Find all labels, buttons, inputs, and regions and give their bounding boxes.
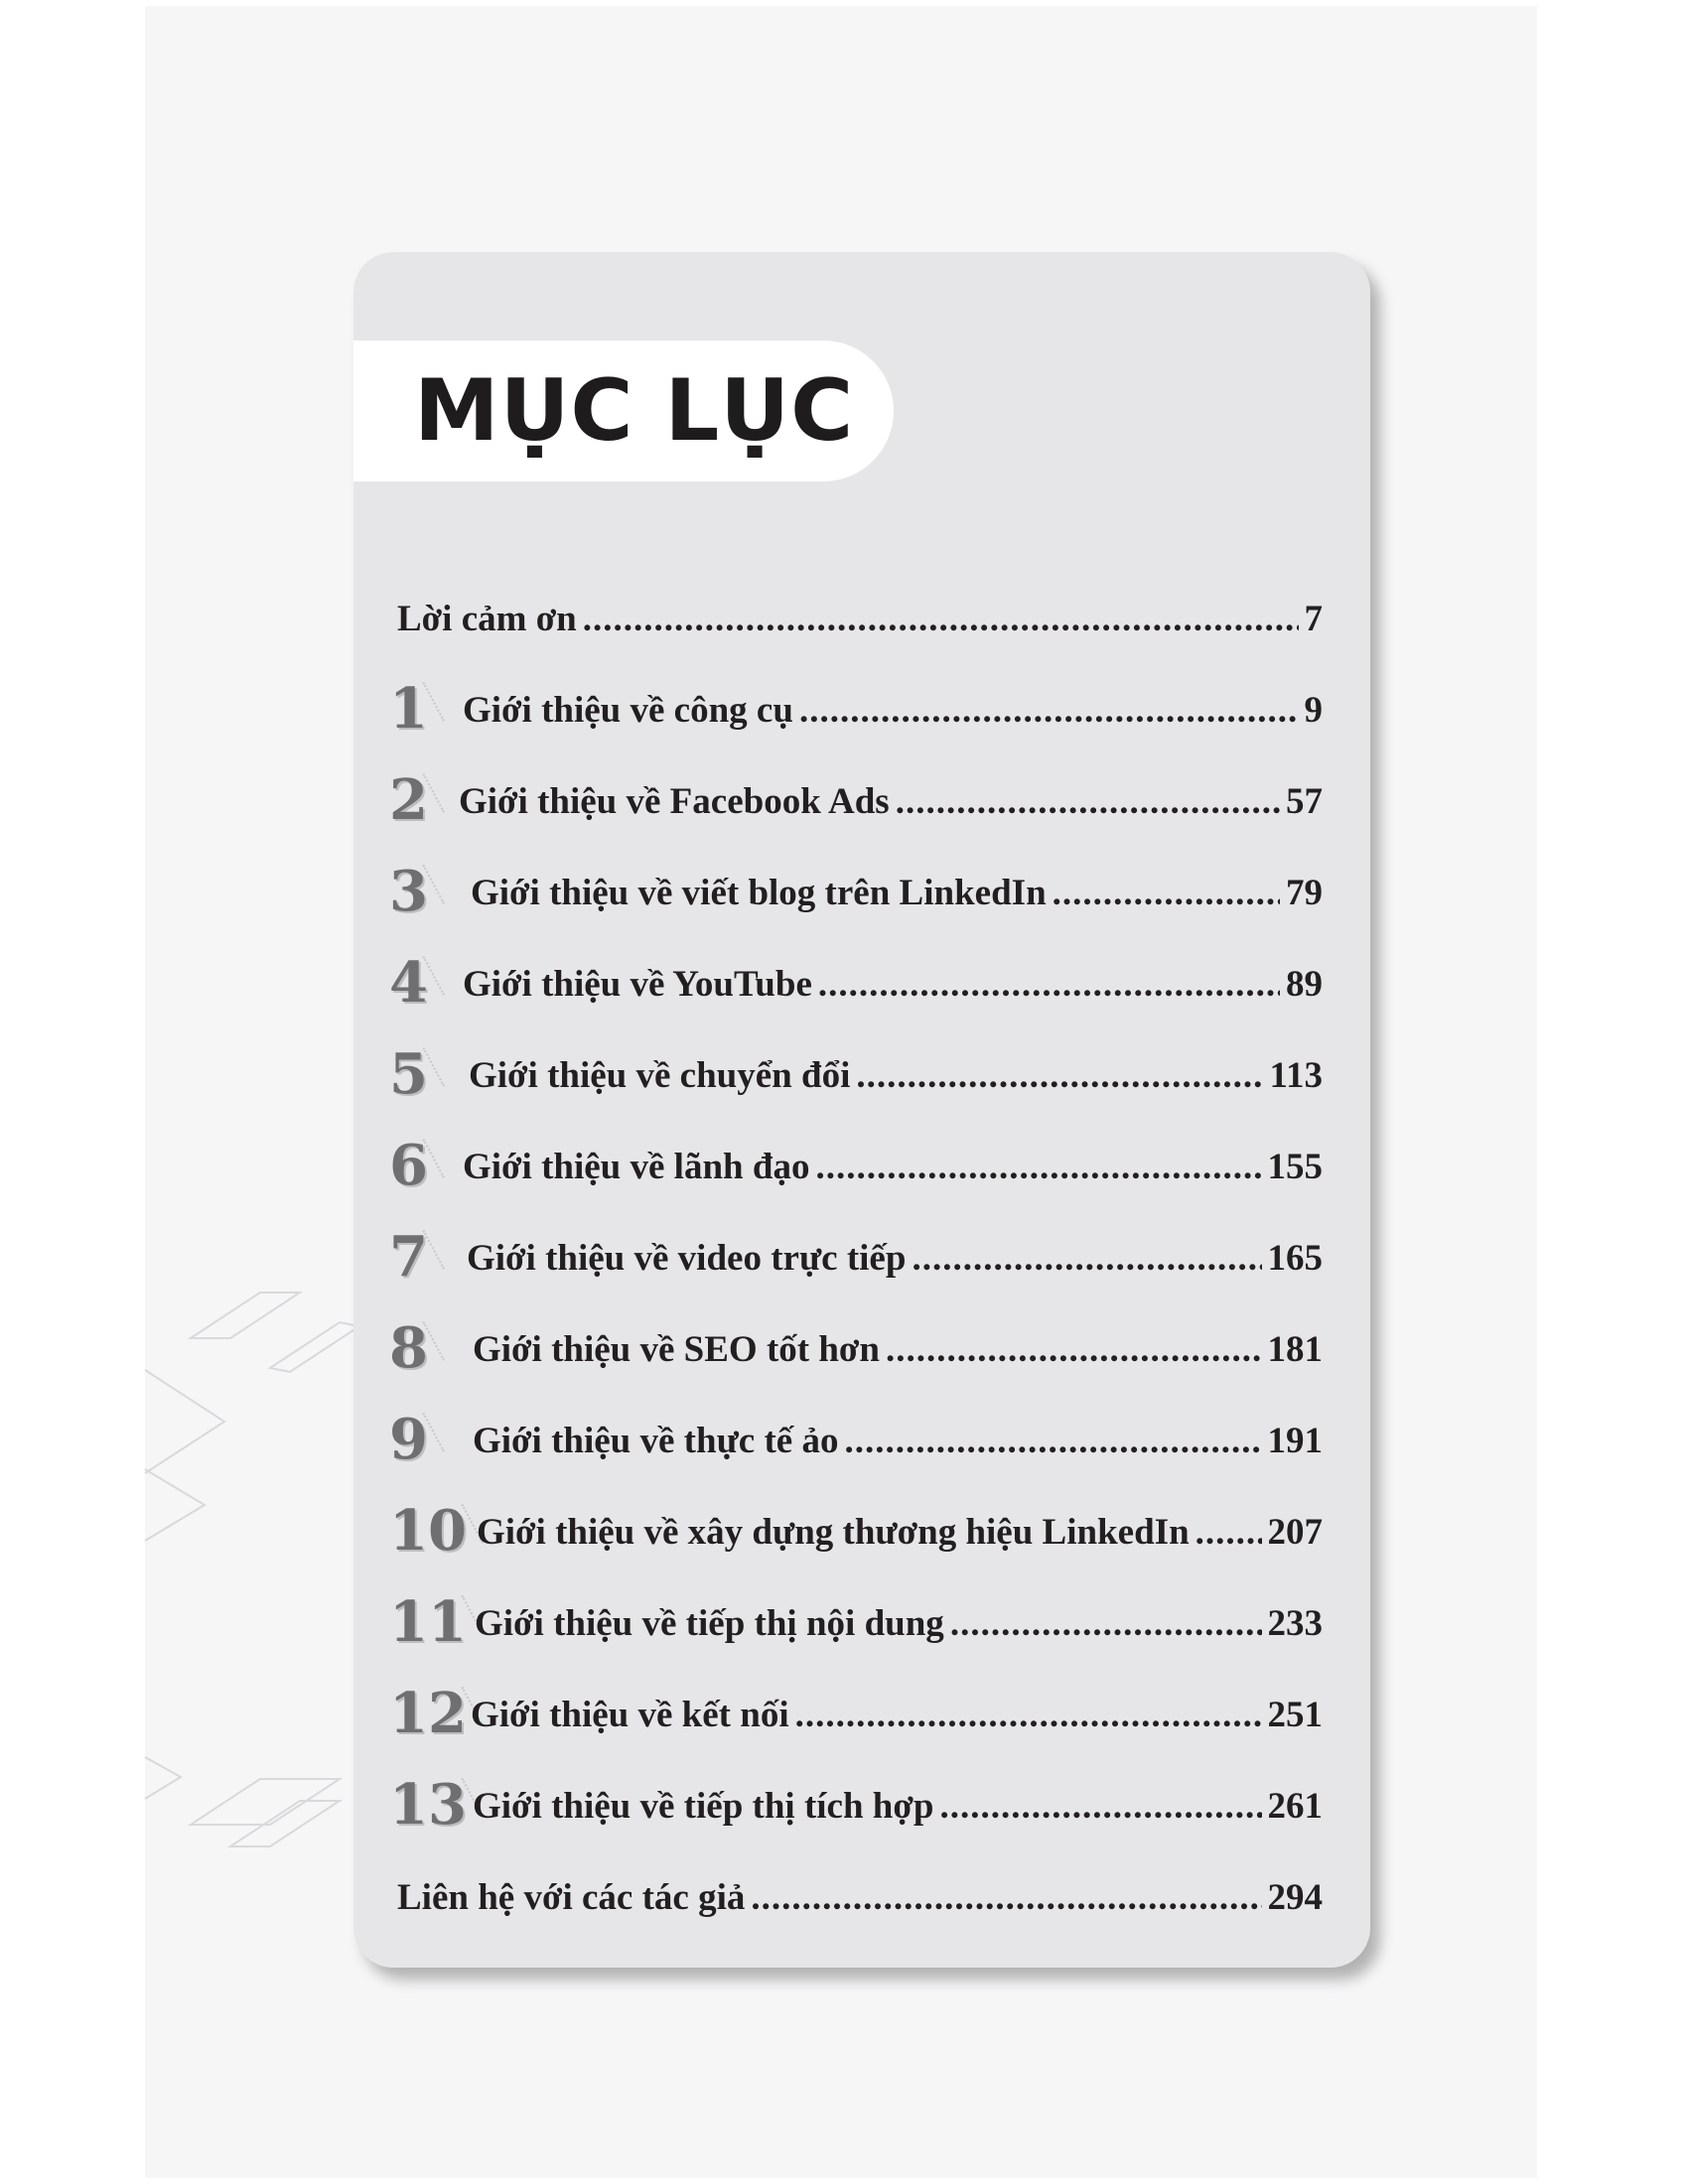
- toc-row: [463, 689, 1323, 733]
- toc-entry-title: Giới thiệu về xây dựng thương hiệu LinkedIn: [477, 1512, 1190, 1553]
- toc-row: [467, 1237, 1323, 1281]
- toc-leader-dots: [886, 1328, 1262, 1372]
- toc-row: [459, 780, 1323, 824]
- chapter-number: 2: [389, 767, 428, 833]
- toc-row: [475, 1602, 1323, 1646]
- toc-entry-contact-authors[interactable]: [377, 1852, 1323, 1932]
- toc-leader-dots: [583, 598, 1299, 641]
- toc-entry-title: Giới thiệu về kết nối: [471, 1695, 789, 1735]
- toc-leader-dots: [896, 780, 1280, 824]
- toc-entry-title: Giới thiệu về chuyển đổi: [469, 1055, 851, 1096]
- toc-entry-chapter-11[interactable]: [377, 1578, 1323, 1658]
- toc-entry-chapter-6[interactable]: [377, 1122, 1323, 1201]
- toc-leader-dots: [1053, 872, 1280, 915]
- toc-row: [463, 1146, 1323, 1189]
- toc-leader-dots: [815, 1146, 1261, 1189]
- toc-entry-page: 251: [1267, 1695, 1323, 1735]
- toc-leader-dots: [856, 1054, 1263, 1098]
- chapter-number: 3: [389, 859, 428, 924]
- toc-entry-page: 57: [1286, 781, 1323, 822]
- toc-entry-title: Giới thiệu về video trực tiếp: [467, 1238, 907, 1279]
- toc-row: [473, 1420, 1323, 1463]
- toc-row: [471, 872, 1323, 915]
- page-title: MỤC LỤC: [414, 361, 855, 461]
- toc-leader-dots: [844, 1420, 1261, 1463]
- toc-leader-dots: [795, 1694, 1262, 1737]
- toc-entry-page: 261: [1267, 1786, 1323, 1827]
- toc-entry-page: 165: [1267, 1238, 1323, 1279]
- toc-entry-title: Giới thiệu về Facebook Ads: [459, 781, 890, 822]
- chapter-number: 11: [389, 1589, 467, 1655]
- toc-leader-dots: [912, 1237, 1261, 1281]
- toc-entry-chapter-12[interactable]: [377, 1670, 1323, 1749]
- toc-entry-title: Giới thiệu về YouTube: [463, 964, 812, 1005]
- toc-entry-page: 79: [1286, 873, 1323, 913]
- toc-entry-page: 155: [1267, 1147, 1323, 1187]
- toc-entry-chapter-10[interactable]: [377, 1487, 1323, 1567]
- toc-entry-chapter-7[interactable]: [377, 1213, 1323, 1293]
- toc-leader-dots: [950, 1602, 1262, 1646]
- toc-row: [469, 1054, 1323, 1098]
- toc-entry-acknowledgements[interactable]: [377, 574, 1323, 653]
- toc-row: [477, 1511, 1323, 1555]
- chapter-number: 10: [389, 1498, 467, 1564]
- toc-entry-title: Giới thiệu về công cụ: [463, 690, 793, 731]
- toc-leader-dots: [818, 963, 1280, 1007]
- toc-row: [397, 598, 1323, 641]
- toc-entry-page: 9: [1304, 690, 1323, 731]
- toc-entry-title: Giới thiệu về tiếp thị tích hợp: [473, 1786, 934, 1827]
- chapter-number: 8: [389, 1315, 428, 1381]
- toc-row: [463, 963, 1323, 1007]
- chapter-number: 5: [389, 1041, 428, 1107]
- toc-entry-title: Giới thiệu về thực tế ảo: [473, 1421, 839, 1461]
- chapter-number: 13: [389, 1772, 467, 1838]
- toc-leader-dots: [751, 1876, 1261, 1920]
- chapter-number: 9: [389, 1407, 428, 1472]
- chapter-number: 4: [389, 950, 428, 1016]
- toc-entry-title: Liên hệ với các tác giả: [397, 1877, 746, 1918]
- toc-entry-page: 233: [1267, 1603, 1323, 1644]
- toc-entry-chapter-4[interactable]: [377, 939, 1323, 1019]
- toc-entry-page: 7: [1304, 599, 1323, 639]
- toc-row: [473, 1328, 1323, 1372]
- toc-entry-chapter-9[interactable]: [377, 1396, 1323, 1475]
- toc-entry-chapter-3[interactable]: [377, 848, 1323, 927]
- toc-entry-page: 294: [1267, 1877, 1323, 1918]
- toc-entry-page: 89: [1286, 964, 1323, 1005]
- toc-row: [471, 1694, 1323, 1737]
- toc-entry-chapter-2[interactable]: [377, 756, 1323, 836]
- toc-row: [397, 1876, 1323, 1920]
- toc-entry-page: 191: [1267, 1421, 1323, 1461]
- toc-entry-title: Lời cảm ơn: [397, 599, 577, 639]
- toc-entry-page: 181: [1267, 1329, 1323, 1370]
- toc-entry-chapter-5[interactable]: [377, 1030, 1323, 1110]
- toc-entry-title: Giới thiệu về lãnh đạo: [463, 1147, 810, 1187]
- toc-entry-chapter-8[interactable]: [377, 1304, 1323, 1384]
- toc-entry-page: 207: [1267, 1512, 1323, 1553]
- toc-leader-dots: [799, 689, 1299, 733]
- toc-row: [473, 1785, 1323, 1829]
- toc-entry-chapter-1[interactable]: [377, 665, 1323, 745]
- toc-entry-title: Giới thiệu về tiếp thị nội dung: [475, 1603, 944, 1644]
- chapter-number: 1: [389, 676, 428, 742]
- chapter-number: 6: [389, 1133, 428, 1198]
- toc-entry-title: Giới thiệu về viết blog trên LinkedIn: [471, 873, 1047, 913]
- chapter-number: 7: [389, 1224, 428, 1290]
- toc-entry-title: Giới thiệu về SEO tốt hơn: [473, 1329, 880, 1370]
- toc-entry-page: 113: [1269, 1055, 1323, 1096]
- chapter-number: 12: [389, 1681, 467, 1746]
- toc-entry-chapter-13[interactable]: [377, 1761, 1323, 1841]
- toc-leader-dots: [1196, 1511, 1262, 1555]
- toc-leader-dots: [939, 1785, 1261, 1829]
